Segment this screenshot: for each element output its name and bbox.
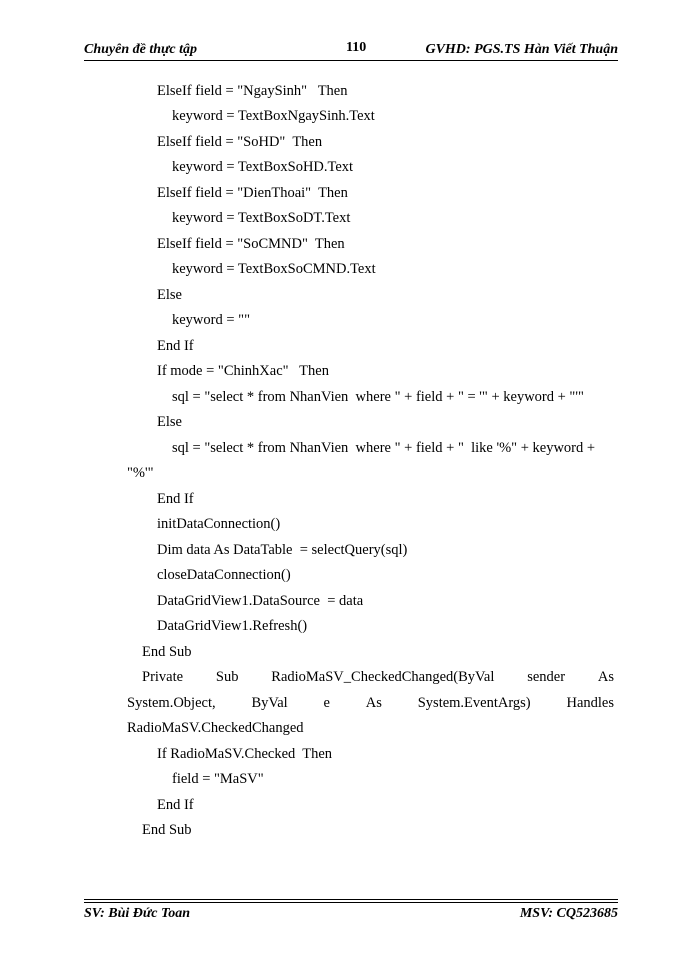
- code-line: Dim data As DataTable = selectQuery(sql): [157, 542, 408, 558]
- code-token: System.Object,: [127, 695, 216, 711]
- code-line: ElseIf field = "NgaySinh" Then: [157, 83, 348, 99]
- page-footer: [84, 906, 618, 924]
- page-header: [84, 42, 618, 60]
- code-token: System.EventArgs): [417, 695, 531, 711]
- code-line: keyword = TextBoxNgaySinh.Text: [172, 108, 375, 124]
- code-line: closeDataConnection(): [157, 567, 291, 583]
- supervisor-label: GVHD: PGS.TS Hàn Viết Thuận: [425, 42, 618, 57]
- code-token: e: [323, 695, 330, 711]
- code-line: DataGridView1.Refresh(): [157, 618, 308, 634]
- code-line: ElseIf field = "SoHD" Then: [157, 134, 323, 150]
- code-line: DataGridView1.DataSource = data: [157, 593, 364, 609]
- code-line: sql = "select * from NhanVien where " + field + " like '%" + keyword +: [172, 440, 596, 456]
- code-token: As: [365, 695, 382, 711]
- code-token: Sub: [215, 669, 239, 685]
- code-token: ByVal: [251, 695, 288, 711]
- code-line: End If: [157, 491, 194, 507]
- code-line: keyword = TextBoxSoCMND.Text: [172, 261, 376, 277]
- code-token: RadioMaSV_CheckedChanged(ByVal: [271, 669, 495, 685]
- page-number: 110: [346, 40, 367, 55]
- code-line: keyword = "": [172, 312, 251, 328]
- code-line: Else: [157, 414, 182, 430]
- header-rule: [84, 60, 618, 61]
- code-token: As: [597, 669, 614, 685]
- code-line: End Sub: [142, 644, 192, 660]
- code-line: End If: [157, 338, 194, 354]
- student-label: SV: Bùi Đức Toan: [84, 906, 191, 921]
- code-line: RadioMaSV.CheckedChanged: [127, 720, 304, 736]
- document-title: Chuyên đề thực tập: [84, 42, 198, 57]
- code-line: field = "MaSV": [172, 771, 264, 787]
- code-line: If RadioMaSV.Checked Then: [157, 746, 333, 762]
- code-line: End If: [157, 797, 194, 813]
- student-id-label: MSV: CQ523685: [519, 906, 618, 921]
- footer-rule: [84, 902, 618, 903]
- code-line: ElseIf field = "SoCMND" Then: [157, 236, 345, 252]
- code-token: Handles: [566, 695, 614, 711]
- code-line-justified: [127, 694, 614, 712]
- code-line: initDataConnection(): [157, 516, 281, 532]
- footer-rule: [84, 899, 618, 900]
- code-token: sender: [527, 669, 566, 685]
- code-line: ElseIf field = "DienThoai" Then: [157, 185, 348, 201]
- code-line: keyword = TextBoxSoDT.Text: [172, 210, 351, 226]
- code-line: sql = "select * from NhanVien where " + field + " = '" + keyword + "'": [172, 389, 584, 405]
- code-line: "%'": [127, 465, 154, 481]
- code-line: If mode = "ChinhXac" Then: [157, 363, 329, 379]
- code-token: Private: [142, 669, 184, 685]
- code-line: Else: [157, 287, 182, 303]
- code-line-justified: [142, 668, 614, 686]
- code-line: keyword = TextBoxSoHD.Text: [172, 159, 354, 175]
- code-line: End Sub: [142, 822, 192, 838]
